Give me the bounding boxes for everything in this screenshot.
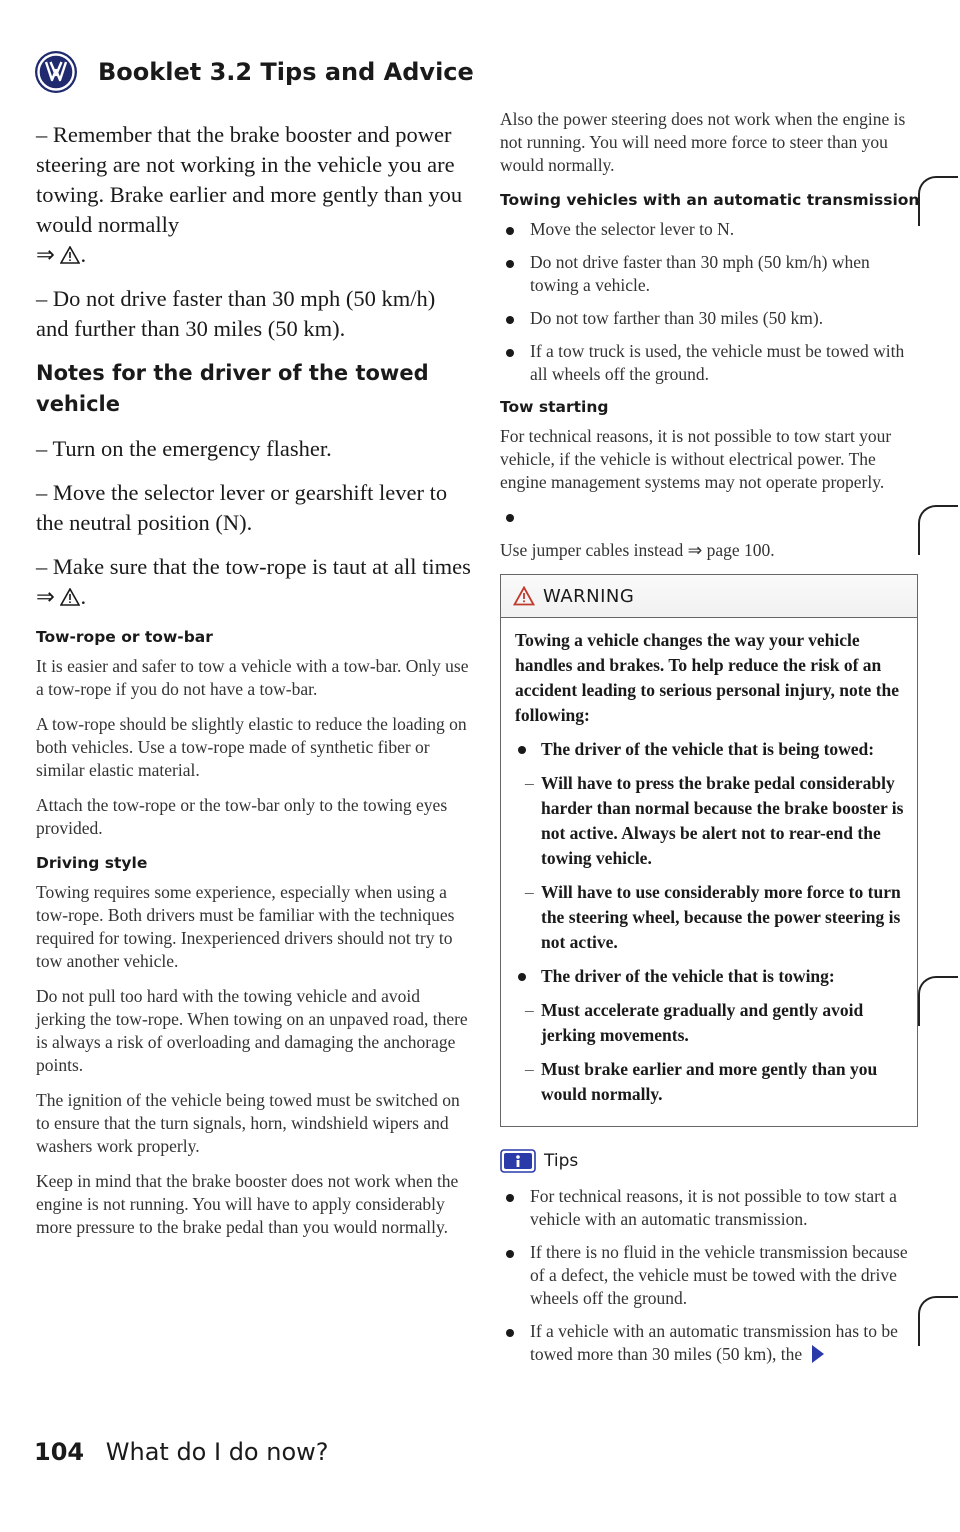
page-footer — [34, 1438, 329, 1466]
warning-header — [501, 575, 917, 618]
tips-header — [500, 1149, 922, 1173]
page-number: 104 — [34, 1438, 85, 1466]
list-item: If a vehicle with an automatic transmission has to be towed more than 30 miles (50 km), the — [500, 1320, 922, 1366]
paragraph: – Make sure that the tow-rope is taut at all times ⇒ . — [36, 554, 471, 609]
page-tab-mark — [918, 505, 958, 555]
vw-logo-icon — [34, 50, 78, 94]
paragraph: – Move the selector lever or gearshift lever to the neutral position (N). — [36, 480, 448, 535]
list-item: For technical reasons, it is not possible to tow start a vehicle with an automatic transmission. — [500, 1185, 922, 1231]
page-tab-mark — [918, 176, 958, 226]
paragraph: – Turn on the emergency flasher. — [36, 436, 332, 461]
list-item: If there is no fluid in the vehicle transmission because of a defect, the vehicle must be towed with the drive wheels off the ground. — [500, 1241, 922, 1310]
paragraph: Towing requires some experience, especially when using a tow-rope. Both drivers must be familiar with the techniques required for towing. Inexperienced drivers should not try to tow another vehicle. — [36, 882, 455, 971]
list-item: If a tow truck is used, the vehicle must be towed with all wheels off the ground. — [500, 340, 922, 386]
warning-box — [500, 574, 918, 1127]
section-heading: Notes for the driver of the towed vehicle — [36, 361, 429, 416]
warning-intro: Towing a vehicle changes the way your vehicle handles and brakes. To help reduce the risk of an accident leading to serious personal injury, note the following: — [515, 630, 900, 725]
page-tab-mark — [918, 1296, 958, 1346]
subheading: Tow-rope or tow-bar — [36, 628, 213, 646]
warning-triangle-icon — [60, 588, 80, 606]
left-column — [36, 120, 472, 1251]
paragraph: Attach the tow-rope or the tow-bar only to the towing eyes provided. — [36, 795, 448, 838]
warning-triangle-icon — [513, 586, 535, 606]
subheading: Driving style — [36, 854, 148, 872]
page-tab-mark — [918, 976, 958, 1026]
paragraph: – Remember that the brake booster and power steering are not working in the vehicle you are towing. Brake earlier and more gently than you would normally ⇒ . — [36, 122, 463, 267]
page-title: Booklet 3.2 Tips and Advice — [98, 58, 474, 86]
tips-title: Tips — [544, 1151, 579, 1171]
paragraph: – Do not drive faster than 30 mph (50 km/h) and further than 30 miles (50 km). — [36, 286, 436, 341]
list-item: Move the selector lever to N. — [500, 218, 922, 241]
warning-body — [501, 618, 917, 1126]
continue-arrow-icon — [812, 1345, 824, 1363]
list-item: The driver of the vehicle that is towing: — [515, 964, 905, 989]
list-item: – Will have to press the brake pedal considerably harder than normal because the brake booster is not active. Always be alert not to rear-end the towing vehicle. — [515, 771, 905, 871]
subheading: Towing vehicles with an automatic transmission — [500, 191, 920, 209]
subheading: Tow starting — [500, 398, 609, 416]
list-item: Do not tow farther than 30 miles (50 km). — [500, 307, 922, 330]
bullet-icon — [500, 506, 922, 529]
right-column — [500, 108, 922, 1376]
paragraph: It is easier and safer to tow a vehicle with a tow-bar. Only use a tow-rope if you do not have a tow-bar. — [36, 656, 469, 699]
paragraph: Do not pull too hard with the towing vehicle and avoid jerking the tow-rope. When towing on an unpaved road, there is always a risk of overloading and damaging the anchorage points. — [36, 986, 468, 1075]
list-item: The driver of the vehicle that is being towed: — [515, 737, 905, 762]
list-item: Do not drive faster than 30 mph (50 km/h) when towing a vehicle. — [500, 251, 922, 297]
page-header — [34, 50, 474, 94]
list-item: – Will have to use considerably more force to turn the steering wheel, because the power steering is not active. — [515, 880, 905, 955]
paragraph: Keep in mind that the brake booster does not work when the engine is not running. You will have to apply considerably more pressure to the brake pedal than you would normally. — [36, 1171, 459, 1237]
paragraph: A tow-rope should be slightly elastic to reduce the loading on both vehicles. Use a tow-rope made of synthetic fiber or similar elastic material. — [36, 714, 467, 780]
warning-triangle-icon — [60, 246, 80, 264]
paragraph: Also the power steering does not work when the engine is not running. You will need more force to steer than you would normally. — [500, 109, 906, 175]
paragraph: For technical reasons, it is not possible to tow start your vehicle, if the vehicle is without electrical power. The engine management systems may not operate properly. — [500, 426, 892, 492]
list-item: – Must accelerate gradually and gently avoid jerking movements. — [515, 998, 905, 1048]
section-title: What do I do now? — [105, 1438, 329, 1466]
warning-title: WARNING — [543, 585, 635, 607]
paragraph: The ignition of the vehicle being towed must be switched on to ensure that the turn signals, horn, windshield wipers and washers work properly. — [36, 1090, 460, 1156]
info-icon — [500, 1149, 536, 1173]
list-item: – Must brake earlier and more gently than you would normally. — [515, 1057, 905, 1107]
paragraph: Use jumper cables instead ⇒ page 100. — [500, 540, 775, 560]
